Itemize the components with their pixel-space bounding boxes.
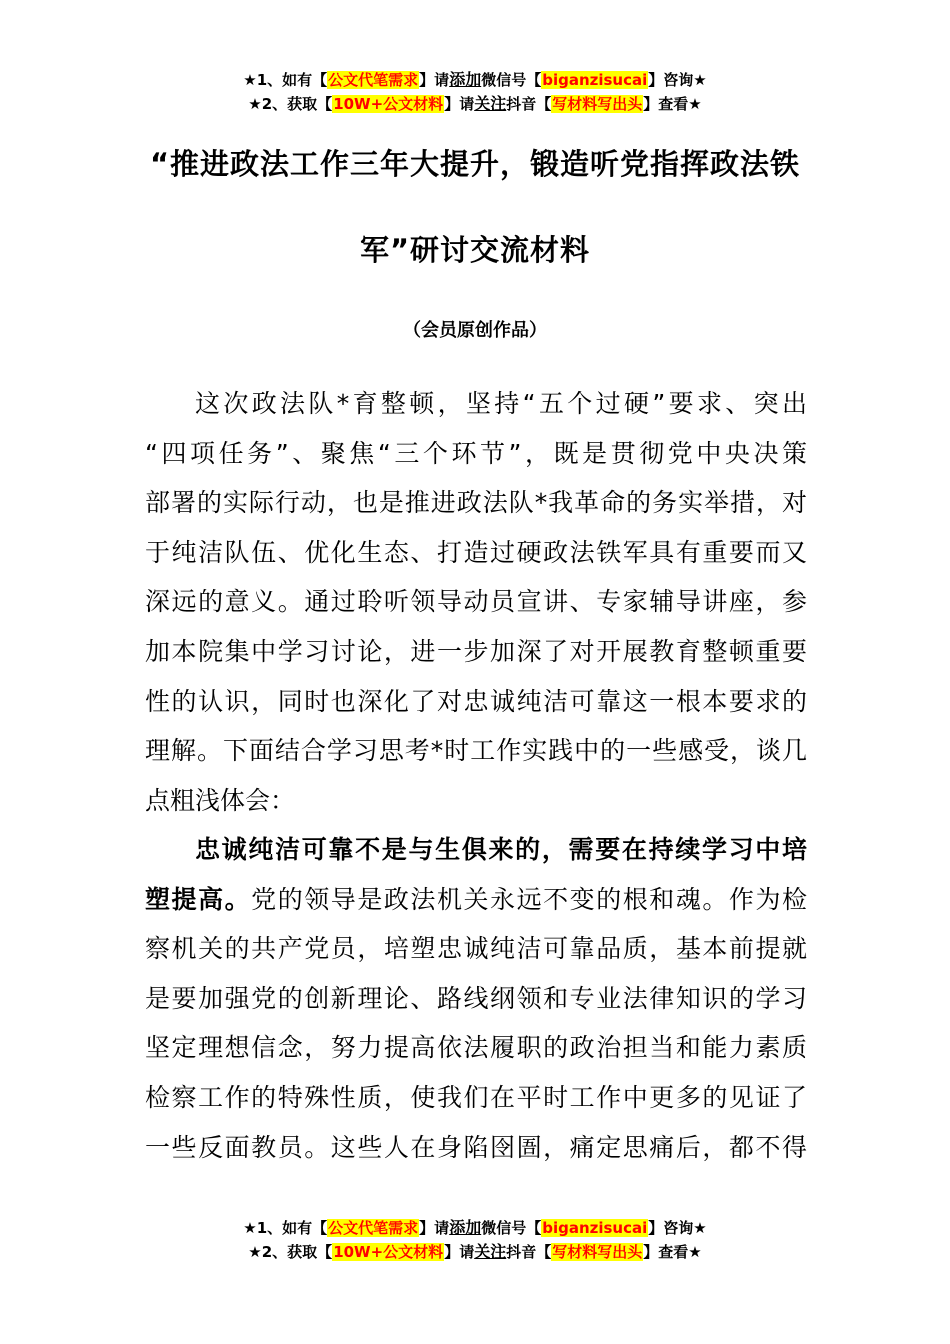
promo-highlight: biganzisucai bbox=[542, 1219, 648, 1237]
star-icon: ★ bbox=[243, 1219, 257, 1237]
promo-text: 微信号【 bbox=[481, 71, 542, 89]
promo-text: 2、获取【 bbox=[261, 95, 333, 113]
text-line: 加本院集中学习讨论，进一步加深了对开展教育整顿重要 bbox=[145, 636, 807, 666]
body-paragraph-1 bbox=[145, 379, 807, 825]
text-line: 坚定理想信念，努力提高依法履职的政治担当和能力素质 bbox=[145, 1033, 807, 1063]
promo-text: 】查看★ bbox=[643, 1243, 702, 1261]
promo-line-1 bbox=[0, 68, 950, 92]
promo-highlight: biganzisucai bbox=[542, 71, 648, 89]
text-line: 性的认识，同时也深化了对忠诚纯洁可靠这一根本要求的 bbox=[145, 686, 807, 716]
text-run: 党的领导是政法机关永远不变的根和魂。作为检 bbox=[251, 884, 807, 914]
header-promo-banner bbox=[0, 68, 950, 116]
star-icon: ★ bbox=[243, 71, 257, 89]
document-title-line-2: 军”研讨交流材料 bbox=[359, 233, 591, 267]
text-line bbox=[145, 825, 807, 875]
bold-heading: 塑提高。 bbox=[145, 884, 252, 914]
promo-text: 】请 bbox=[444, 1243, 475, 1261]
promo-emphasis: 关注 bbox=[474, 1242, 507, 1261]
text-line: 部署的实际行动，也是推进政法队*我革命的务实举措，对 bbox=[145, 488, 807, 518]
promo-text: 】咨询★ bbox=[648, 1219, 707, 1237]
promo-text: 1、如有【 bbox=[256, 71, 328, 89]
promo-highlight: 写材料写出头 bbox=[552, 95, 643, 113]
text-line: 是要加强党的创新理论、路线纲领和专业法律知识的学习 bbox=[145, 983, 807, 1013]
promo-text: 抖音【 bbox=[506, 95, 552, 113]
promo-text: 】咨询★ bbox=[648, 71, 707, 89]
star-icon: ★ bbox=[248, 95, 262, 113]
promo-text: 】请 bbox=[419, 1219, 450, 1237]
promo-emphasis: 添加 bbox=[449, 1218, 482, 1237]
promo-text: 微信号【 bbox=[481, 1219, 542, 1237]
text-line: 于纯洁队伍、优化生态、打造过硬政法铁军具有重要而又 bbox=[145, 537, 807, 567]
document-title-line-1: “推进政法工作三年大提升，锻造听党指挥政法铁 bbox=[149, 147, 801, 181]
text-line: 这次政法队*育整顿，坚持“五个过硬”要求、突出 bbox=[195, 389, 807, 418]
promo-text: 】请 bbox=[419, 71, 450, 89]
text-line: 点粗浅体会： bbox=[145, 785, 296, 815]
text-line: 理解。下面结合学习思考*时工作实践中的一些感受，谈几 bbox=[145, 736, 807, 766]
document-subtitle: （会员原创作品） bbox=[403, 320, 547, 341]
text-line: “四项任务”、聚焦“三个环节”，既是贯彻党中央决策 bbox=[145, 438, 807, 468]
promo-highlight: 10W+公文材料 bbox=[333, 1243, 444, 1261]
promo-line-1 bbox=[0, 1216, 950, 1240]
promo-text: 】查看★ bbox=[643, 95, 702, 113]
promo-text: 2、获取【 bbox=[261, 1243, 333, 1261]
promo-text: 1、如有【 bbox=[256, 1219, 328, 1237]
text-line: 深远的意义。通过聆听领导动员宣讲、专家辅导讲座，参 bbox=[145, 587, 807, 617]
promo-emphasis: 关注 bbox=[474, 94, 507, 113]
promo-line-2 bbox=[0, 92, 950, 116]
promo-emphasis: 添加 bbox=[449, 70, 482, 89]
promo-highlight: 公文代笔需求 bbox=[328, 71, 419, 89]
bold-heading: 忠诚纯洁可靠不是与生俱来的，需要在持续学习中培 bbox=[195, 835, 807, 864]
footer-promo-banner bbox=[0, 1216, 950, 1264]
promo-highlight: 公文代笔需求 bbox=[328, 1219, 419, 1237]
promo-highlight: 10W+公文材料 bbox=[333, 95, 444, 113]
body-paragraph-2 bbox=[145, 825, 807, 1172]
text-line: 检察工作的特殊性质，使我们在平时工作中更多的见证了 bbox=[145, 1082, 807, 1112]
text-line: 察机关的共产党员，培塑忠诚纯洁可靠品质，基本前提就 bbox=[145, 934, 807, 964]
promo-text: 抖音【 bbox=[506, 1243, 552, 1261]
text-line: 一些反面教员。这些人在身陷囹圄，痛定思痛后，都不得 bbox=[145, 1132, 807, 1162]
text-line bbox=[145, 875, 807, 925]
star-icon: ★ bbox=[248, 1243, 262, 1261]
promo-text: 】请 bbox=[444, 95, 475, 113]
promo-line-2 bbox=[0, 1240, 950, 1264]
promo-highlight: 写材料写出头 bbox=[552, 1243, 643, 1261]
